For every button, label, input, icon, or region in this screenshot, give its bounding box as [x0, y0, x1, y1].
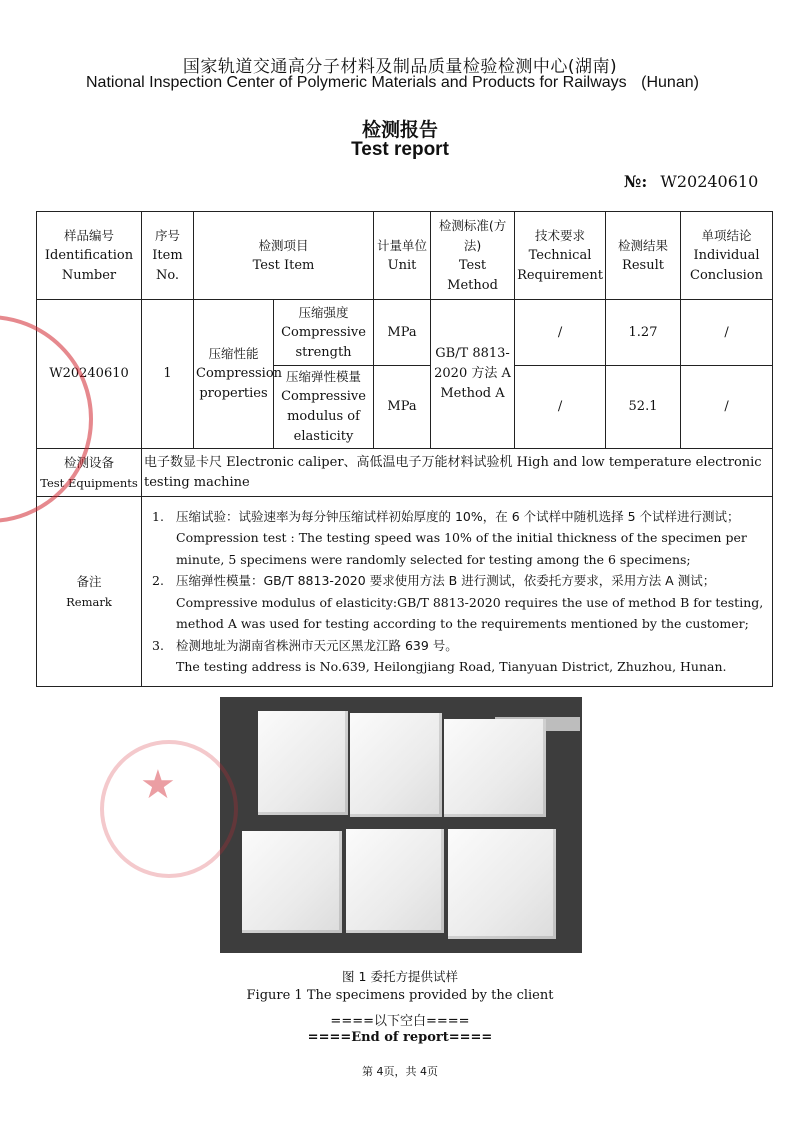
requirement-cell: / — [515, 300, 606, 366]
report-number-label: №: — [624, 172, 648, 191]
report-title-en: Test report — [351, 139, 449, 160]
specimen-block — [346, 829, 444, 933]
header-method: 检测标准(方法) Test Method — [431, 212, 515, 300]
equipment-label: 检测设备 Test Equipments — [37, 449, 142, 497]
end-of-report-cn: ====以下空白==== — [330, 1014, 470, 1029]
specimen-block — [448, 829, 556, 939]
specimen-block — [242, 831, 342, 933]
header-item-no: 序号 Item No. — [142, 212, 194, 300]
table-row — [37, 300, 773, 366]
method-cell: GB/T 8813-2020 方法 A Method A — [431, 300, 515, 449]
specimen-photo — [220, 697, 582, 953]
header-result: 检测结果 Result — [606, 212, 681, 300]
org-region: (Hunan) — [641, 74, 699, 91]
specimen-block — [350, 713, 442, 817]
equipment-row — [37, 449, 773, 497]
test-item-cell: 压缩强度 Compressive strength — [274, 300, 374, 366]
requirement-cell: / — [515, 366, 606, 449]
page-number: 第 4页，共 4页 — [362, 1065, 438, 1078]
equipment-text: 电子数显卡尺 Electronic caliper、高低温电子万能材料试验机 High and low temperature electronic testing machine — [142, 449, 773, 497]
remark-item: 1. 压缩试验：试验速率为每分钟压缩试样初始厚度的 10%，在 6 个试样中随机选择 5 个试样进行测试； Compression test : The testing speed was 10% of the initial thickness of the specimen per minute, 5 specimens were randomly selected for testing among the 6 specimens; — [152, 508, 747, 567]
report-number-value: W20240610 — [660, 172, 759, 191]
unit-cell: MPa — [374, 366, 431, 449]
report-number — [624, 172, 758, 191]
header-row — [37, 212, 773, 300]
result-cell: 52.1 — [606, 366, 681, 449]
red-seal-stamp-faint — [100, 740, 238, 878]
remark-item: 3. 检测地址为湖南省株洲市天元区黑龙江路 639 号。 The testing address is No.639, Heilongjiang Road, Tianyuan District, Zhuzhou, Hunan. — [152, 637, 727, 674]
result-cell: 1.27 — [606, 300, 681, 366]
remark-row — [37, 497, 773, 687]
header-unit: 计量单位 Unit — [374, 212, 431, 300]
org-name-en-text: National Inspection Center of Polymeric Materials and Products for Railways — [86, 74, 627, 91]
item-no-cell: 1 — [142, 300, 194, 449]
test-report-table — [36, 211, 773, 687]
figure-caption-cn: 图 1 委托方提供试样 — [342, 969, 458, 984]
remark-content — [142, 497, 773, 687]
end-of-report-en: ====End of report==== — [307, 1030, 493, 1045]
remark-label: 备注 Remark — [37, 497, 142, 687]
org-name-cn: 国家轨道交通高分子材料及制品质量检验检测中心(湖南) — [182, 57, 618, 77]
conclusion-cell: / — [681, 366, 773, 449]
test-item-cell: 压缩弹性模量 Compressive modulus of elasticity — [274, 366, 374, 449]
sample-id-cell: W20240610 — [37, 300, 142, 449]
red-seal-star-icon: ★ — [140, 762, 176, 808]
header-test-item: 检测项目 Test Item — [194, 212, 374, 300]
test-group-cell: 压缩性能 Compression properties — [194, 300, 274, 449]
specimen-block — [444, 719, 546, 817]
report-title-cn: 检测报告 — [361, 119, 438, 141]
figure-caption-en: Figure 1 The specimens provided by the client — [246, 988, 554, 1003]
conclusion-cell: / — [681, 300, 773, 366]
header-requirement: 技术要求 Technical Requirement — [515, 212, 606, 300]
unit-cell: MPa — [374, 300, 431, 366]
remark-item: 2. 压缩弹性模量：GB/T 8813-2020 要求使用方法 B 进行测试，依委托方要求，采用方法 A 测试； Compressive modulus of elasticity:GB/T 8813-2020 requires the use of method B for testing, method A was used for testing according to the requirements mentioned by the customer; — [152, 573, 764, 631]
specimen-block — [258, 711, 348, 815]
header-conclusion: 单项结论 Individual Conclusion — [681, 212, 773, 300]
org-name-en — [86, 74, 800, 92]
header-id: 样品编号 Identification Number — [37, 212, 142, 300]
